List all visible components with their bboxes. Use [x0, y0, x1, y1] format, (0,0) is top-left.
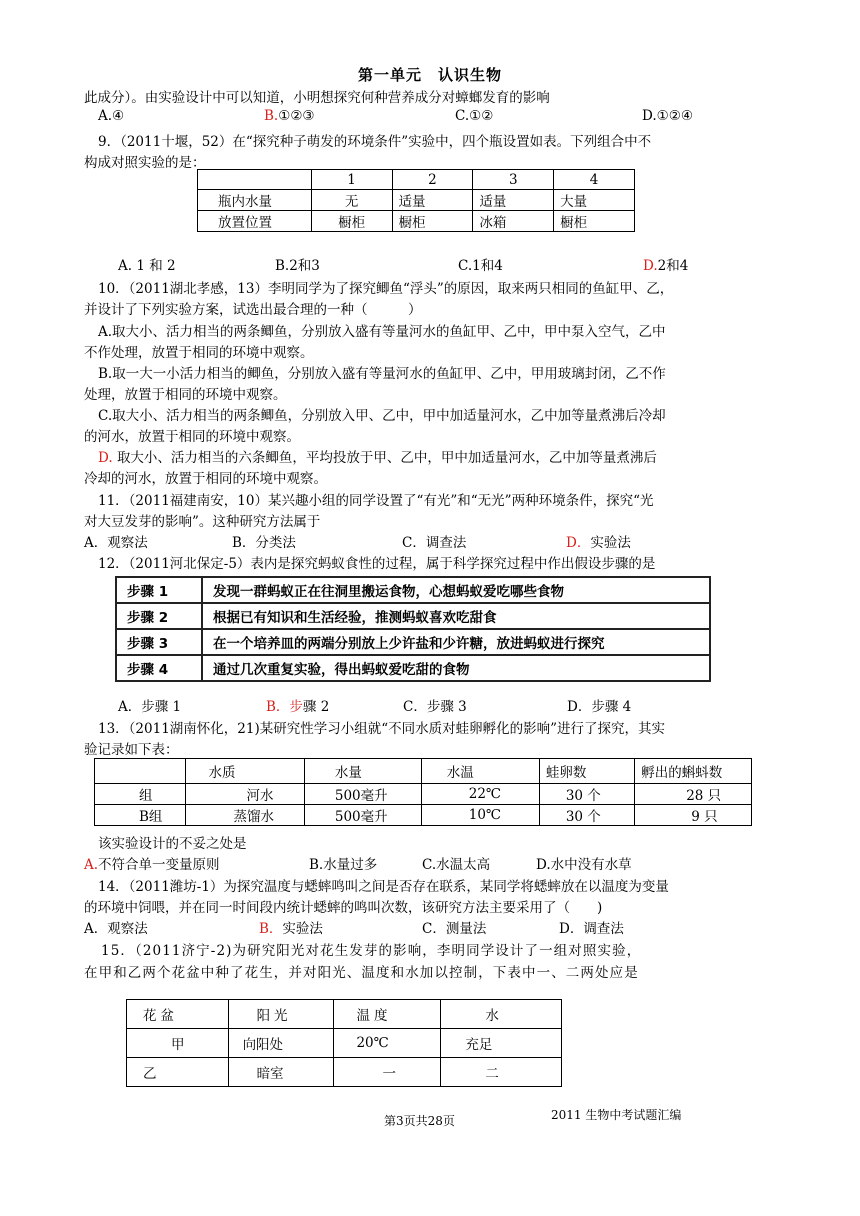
table-cell: 10℃ [421, 805, 539, 826]
step-text: 通过几次重复实验，得出蚂蚁爱吃甜的食物 [202, 655, 710, 681]
table-cell: 28 只 [635, 784, 752, 805]
table-cell: 二 [441, 1058, 562, 1087]
table-cell: 水温 [421, 759, 539, 784]
table-cell: 组 [95, 784, 186, 805]
q9-option-d: D.2和4 [643, 258, 689, 274]
table-cell: 1 [311, 170, 392, 190]
table-cell: 大量 [554, 190, 635, 211]
table-cell: 花盆 [127, 1000, 229, 1029]
q13-option-d: D.水中没有水草 [536, 857, 632, 873]
q9-option-b: B.2和3 [275, 258, 320, 274]
table-cell: 向阳处 [228, 1029, 334, 1058]
table-cell: 孵出的蝌蚪数 [635, 759, 752, 784]
table-row [95, 784, 752, 805]
collection-title: 2011 生物中考试题汇编 [551, 1108, 682, 1122]
table-cell: 温度 [334, 1000, 441, 1029]
q15-table [126, 999, 562, 1087]
table-cell: 500毫升 [304, 784, 421, 805]
q14-stem-line2: 的环境中饲喂，并在同一时间段内统计蟋蟀的鸣叫次数，该研究方法主要采用了（ ) [84, 900, 603, 916]
table-cell: 4 [554, 170, 635, 190]
q11-option-b: B．分类法 [232, 535, 296, 551]
table-cell: 水质 [186, 759, 304, 784]
step-label: 步骤 2 [116, 603, 202, 629]
table-cell: 冰箱 [473, 211, 554, 232]
q14-option-b: B．实验法 [259, 921, 323, 937]
table-cell: 蛙卵数 [539, 759, 634, 784]
q13-table [94, 758, 752, 826]
q14-option-c: C．测量法 [422, 921, 487, 937]
q11-option-c: C．调查法 [402, 535, 467, 551]
q13-stem-line1: 13．（2011湖南怀化，21)某研究性学习小组就“不同水质对蛙卵孵化的影响”进行了探究，其实 [98, 721, 666, 737]
table-cell: 500毫升 [304, 805, 421, 826]
table-cell: 一 [334, 1058, 441, 1087]
table-row [127, 1058, 562, 1087]
table-row [95, 805, 752, 826]
q10-option-c-line2: 的河水，放置于相同的环境中观察。 [84, 429, 300, 445]
table-cell: 甲 [127, 1029, 229, 1058]
q13-option-a: A.不符合单一变量原则 [84, 857, 220, 873]
step-text: 根据已有知识和生活经验，推测蚂蚁喜欢吃甜食 [202, 603, 710, 629]
table-row [127, 1029, 562, 1058]
table-cell: 河水 [186, 784, 304, 805]
table-row [198, 190, 635, 211]
table-cell: 蒸馏水 [186, 805, 304, 826]
q10-option-b-line2: 处理，放置于相同的环境中观察。 [84, 387, 287, 403]
q10-option-a-line2: 不作处理，放置于相同的环境中观察。 [84, 345, 314, 361]
q9-option-c: C.1和4 [458, 258, 503, 274]
table-cell: 2 [392, 170, 473, 190]
q13-option-b: B.水量过多 [309, 857, 378, 873]
page-number: 第3页共28页 [384, 1114, 455, 1128]
table-row [198, 211, 635, 232]
q8-option-d: D.①②④ [642, 108, 693, 124]
table-cell: 充足 [441, 1029, 562, 1058]
table-cell: 水 [441, 1000, 562, 1029]
q10-option-c-line1: C.取大小、活力相当的两条鲫鱼，分别放入甲、乙中，甲中加适量河水，乙中加等量煮沸后冷却 [98, 408, 666, 424]
q13-stem-line2: 验记录如下表： [84, 742, 179, 758]
table-row [116, 577, 710, 603]
table-cell [95, 759, 186, 784]
q9-stem-line2: 构成对照实验的是： [84, 155, 206, 171]
q14-stem-line1: 14．（2011潍坊-1）为探究温度与蟋蟀鸣叫之间是否存在联系，某同学将蟋蟀放在以温度为变量 [98, 879, 669, 895]
q12-option-a: A．步骤 1 [118, 699, 182, 715]
table-row [116, 629, 710, 655]
table-header-row [95, 759, 752, 784]
table-cell: 22℃ [421, 784, 539, 805]
q10-option-d-line1: D. 取大小、活力相当的六条鲫鱼，平均投放于甲、乙中，甲中加适量河水，乙中加等量煮沸后 [98, 450, 657, 466]
step-label: 步骤 3 [116, 629, 202, 655]
q13-question: 该实验设计的不妥之处是 [98, 836, 247, 852]
table-cell: 暗室 [228, 1058, 334, 1087]
q12-steps-table [115, 576, 711, 682]
table-cell: 适量 [392, 190, 473, 211]
table-cell: 橱柜 [392, 211, 473, 232]
q10-stem-line2: 并设计了下列实验方案，试选出最合理的一种（ ） [84, 302, 422, 318]
table-cell: 30 个 [539, 784, 634, 805]
q12-option-c: C．步骤 3 [403, 699, 467, 715]
table-cell: 30 个 [539, 805, 634, 826]
q8-option-c: C.①② [455, 108, 494, 124]
table-cell: 无 [311, 190, 392, 211]
q9-stem-line1: 9．（2011十堰，52）在“探究种子萌发的环境条件”实验中，四个瓶设置如表。下列组合中不 [98, 134, 652, 150]
q9-option-a: A. 1 和 2 [118, 258, 176, 274]
q11-stem-line2: 对大豆发芽的影响”。这种研究方法属于 [84, 514, 321, 530]
q11-option-a: A．观察法 [84, 535, 148, 551]
q15-stem-line2: 在甲和乙两个花盆中种了花生，并对阳光、温度和水加以控制，下表中一、二两处应是 [84, 965, 639, 981]
table-cell: 橱柜 [311, 211, 392, 232]
q8-option-b: B.①②③ [264, 108, 315, 124]
table-cell: 放置位置 [198, 211, 312, 232]
table-cell: 3 [473, 170, 554, 190]
table-cell: 20℃ [334, 1029, 441, 1058]
table-cell [198, 170, 312, 190]
q10-option-a-line1: A.取大小、活力相当的两条鲫鱼，分别放入盛有等量河水的鱼缸甲、乙中，甲中泵入空气，乙中 [98, 324, 666, 340]
table-cell: 瓶内水量 [198, 190, 312, 211]
step-text: 在一个培养皿的两端分别放上少许盐和少许糖，放进蚂蚁进行探究 [202, 629, 710, 655]
step-text: 发现一群蚂蚁正在往洞里搬运食物，心想蚂蚁爱吃哪些食物 [202, 577, 710, 603]
table-cell: 水量 [304, 759, 421, 784]
table-header-row [198, 170, 635, 190]
q14-option-d: D．调查法 [559, 921, 624, 937]
q10-option-b-line1: B.取一大一小活力相当的鲫鱼，分别放入盛有等量河水的鱼缸甲、乙中，甲用玻璃封闭，乙不作 [98, 366, 666, 382]
q12-option-d: D．步骤 4 [567, 699, 632, 715]
q11-option-d: D．实验法 [566, 535, 631, 551]
q8-continuation: 此成分）。由实验设计中可以知道，小明想探究何种营养成分对蟑螂发育的影响 [84, 90, 550, 106]
q8-option-a: A.④ [98, 108, 125, 124]
step-label: 步骤 1 [116, 577, 202, 603]
table-cell: 橱柜 [554, 211, 635, 232]
q12-stem: 12．（2011河北保定-5）表内是探究蚂蚁食性的过程，属于科学探究过程中作出假设步骤的是 [98, 556, 656, 572]
table-cell: B组 [95, 805, 186, 826]
page-title: 第一单元 认识生物 [357, 66, 502, 84]
q15-stem-line1: 15．（2011济宁-2)为研究阳光对花生发芽的影响，李明同学设计了一组对照实验， [101, 943, 642, 959]
table-row [116, 655, 710, 681]
q14-option-a: A．观察法 [84, 921, 148, 937]
q9-table [197, 169, 635, 232]
q10-stem-line1: 10．（2011湖北孝感，13）李明同学为了探究鲫鱼“浮头”的原因，取来两只相同的鱼缸甲、乙， [98, 281, 674, 297]
q13-option-c: C.水温太高 [422, 857, 491, 873]
table-cell: 乙 [127, 1058, 229, 1087]
table-cell: 9 只 [635, 805, 752, 826]
q10-option-d-line2: 冷却的河水，放置于相同的环境中观察。 [84, 471, 327, 487]
step-label: 步骤 4 [116, 655, 202, 681]
table-cell: 适量 [473, 190, 554, 211]
q12-option-b: B．步骤 2 [266, 699, 330, 715]
q11-stem-line1: 11．（2011福建南安，10）某兴趣小组的同学设置了“有光”和“无光”两种环境条件，探究“光 [98, 493, 654, 509]
table-row [116, 603, 710, 629]
table-cell: 阳光 [228, 1000, 334, 1029]
table-header-row [127, 1000, 562, 1029]
